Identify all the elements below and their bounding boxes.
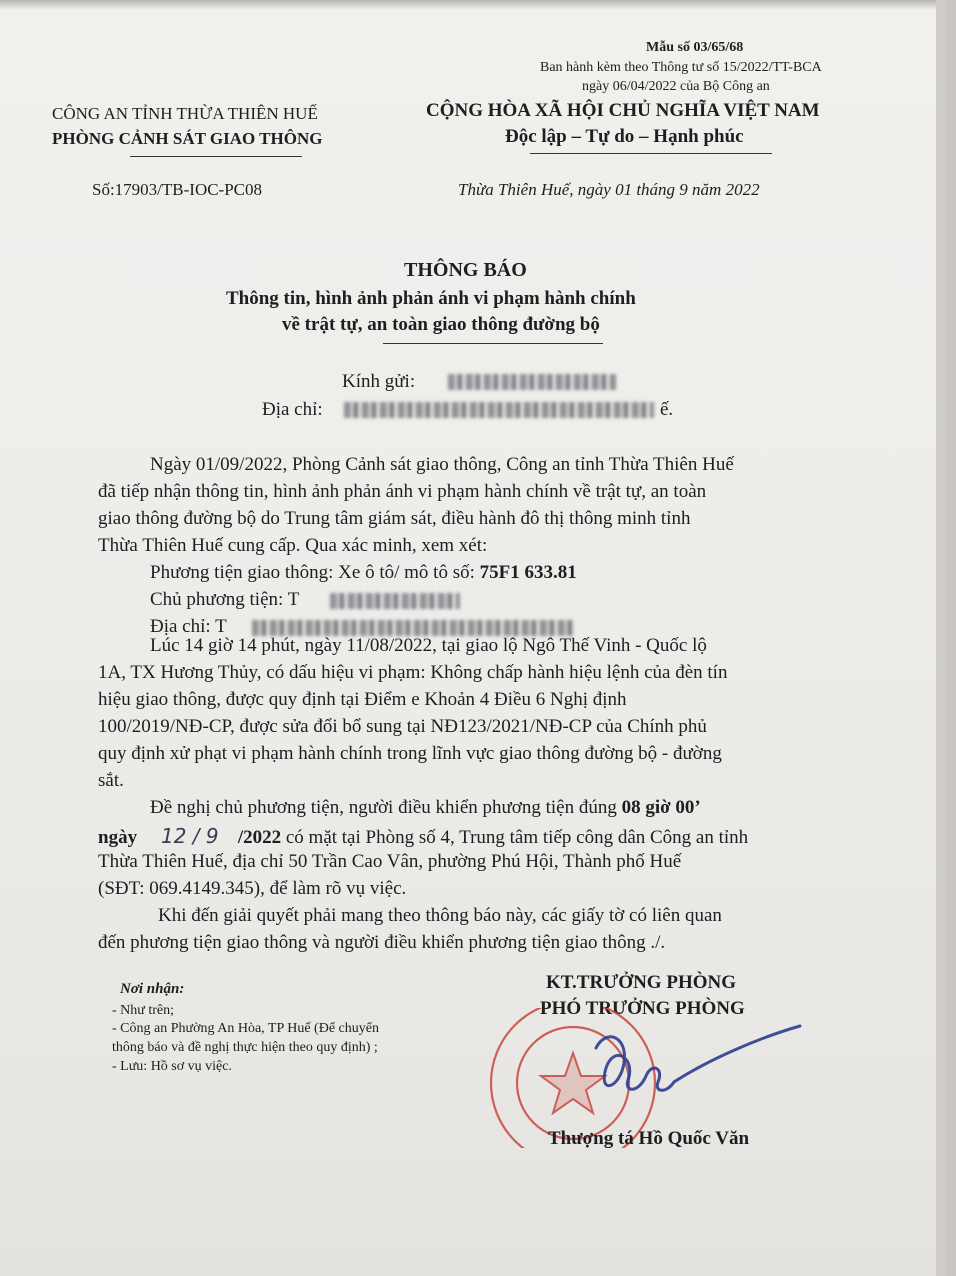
agency-name: PHÒNG CẢNH SÁT GIAO THÔNG — [52, 129, 323, 148]
owner-address-label: Địa chỉ: T — [150, 616, 227, 637]
to-label: Kính gửi: — [342, 371, 416, 392]
p4-line1: Khi đến giải quyết phải mang theo thông báo này, các giấy tờ có liên quan — [158, 905, 722, 926]
p3-line2 — [98, 824, 748, 849]
vehicle-label: Phương tiện giao thông: Xe ô tô/ mô tô số: — [150, 562, 480, 583]
redacted-owner-address — [252, 620, 574, 636]
p2-line4: 100/2019/NĐ-CP, được sửa đổi bổ sung tại NĐ123/2021/NĐ-CP của Chính phủ — [98, 716, 707, 737]
address-label: Địa chỉ: — [262, 399, 323, 420]
photo-shadow — [0, 0, 946, 10]
recipient-item-2: - Công an Phường An Hòa, TP Huế (Để chuyển — [112, 1021, 379, 1036]
address-ending: ế. — [660, 399, 674, 420]
p3-line4: (SĐT: 069.4149.345), để làm rõ vụ việc. — [98, 878, 407, 899]
appointment-day-label: ngày — [98, 827, 138, 848]
doc-subtitle-line1: Thông tin, hình ảnh phản ánh vi phạm hành chính — [226, 288, 636, 309]
title-underline — [383, 343, 603, 344]
p4-line2: đến phương tiện giao thông và người điều khiển phương tiện giao thông ./. — [98, 932, 666, 953]
nation-motto: Độc lập – Tự do – Hạnh phúc — [505, 126, 744, 147]
handwritten-signature — [596, 1026, 800, 1090]
official-stamp-and-signature — [478, 1008, 808, 1148]
p3-line3: Thừa Thiên Huế, địa chỉ 50 Trần Cao Vân, phường Phú Hội, Thành phố Huế — [98, 851, 682, 872]
p3-line2-text: có mặt tại Phòng số 4, Trung tâm tiếp công dân Công an tỉnh — [281, 827, 749, 848]
p2-line3: hiệu giao thông, được quy định tại Điểm e Khoản 4 Điều 6 Nghị định — [98, 689, 627, 710]
nation-name: CỘNG HÒA XÃ HỘI CHỦ NGHĨA VIỆT NAM — [426, 100, 820, 121]
motto-underline — [530, 153, 772, 154]
vehicle-plate: 75F1 633.81 — [479, 562, 577, 583]
page-edge — [936, 0, 946, 1276]
doc-number: Số:17903/TB-IOC-PC08 — [92, 180, 263, 199]
redacted-owner-name — [330, 593, 460, 609]
appointment-time: 08 giờ 00’ — [621, 797, 701, 818]
agency-underline — [130, 156, 302, 157]
recipient-item-4: - Lưu: Hồ sơ vụ việc. — [112, 1059, 232, 1074]
p2-line2: 1A, TX Hương Thủy, có dấu hiệu vi phạm: Không chấp hành hiệu lệnh của đèn tín — [98, 662, 728, 683]
p2-line6: sắt. — [98, 770, 124, 791]
form-issued-date: ngày 06/04/2022 của Bộ Công an — [582, 79, 770, 94]
signer-name: Thượng tá Hồ Quốc Văn — [548, 1128, 750, 1149]
p2-line1: Lúc 14 giờ 14 phút, ngày 11/08/2022, tại giao lộ Ngô Thế Vinh - Quốc lộ — [150, 635, 707, 656]
owner-label: Chủ phương tiện: T — [150, 589, 300, 610]
handwritten-date: 12 / 9 — [161, 824, 219, 848]
agency-parent: CÔNG AN TỈNH THỪA THIÊN HUẾ — [52, 104, 318, 123]
p3-line1 — [150, 797, 701, 819]
form-issued-with: Ban hành kèm theo Thông tư số 15/2022/TT-BCA — [540, 60, 822, 75]
appointment-year: /2022 — [237, 827, 282, 848]
doc-subtitle-line2: về trật tự, an toàn giao thông đường bộ — [282, 314, 600, 335]
vehicle-line — [150, 562, 577, 584]
doc-title: THÔNG BÁO — [404, 259, 527, 281]
recipient-item-1: - Như trên; — [112, 1003, 175, 1018]
p1-line3: giao thông đường bộ do Trung tâm giám sát, điều hành đô thị thông minh tỉnh — [98, 508, 691, 529]
recipients-label: Nơi nhận: — [120, 981, 185, 997]
redacted-recipient-name — [448, 374, 616, 390]
p3-text: Đề nghị chủ phương tiện, người điều khiển phương tiện đúng — [150, 797, 622, 818]
signature-title-1: KT.TRƯỞNG PHÒNG — [546, 972, 736, 993]
p1-line2: đã tiếp nhận thông tin, hình ảnh phản ánh vi phạm hành chính về trật tự, an toàn — [98, 481, 707, 502]
p1-line4: Thừa Thiên Huế cung cấp. Qua xác minh, xem xét: — [98, 535, 488, 556]
place-date: Thừa Thiên Huế, ngày 01 tháng 9 năm 2022 — [458, 180, 760, 199]
p2-line5: quy định xử phạt vi phạm hành chính trong lĩnh vực giao thông đường bộ - đường — [98, 743, 722, 764]
form-code: Mẫu số 03/65/68 — [646, 40, 744, 55]
redacted-recipient-address — [344, 402, 654, 418]
stamp-seal — [491, 1008, 655, 1148]
recipient-item-3: thông báo và đề nghị thực hiện theo quy định) ; — [112, 1040, 378, 1055]
p1-line1: Ngày 01/09/2022, Phòng Cảnh sát giao thông, Công an tỉnh Thừa Thiên Huế — [150, 454, 734, 475]
signature-title-2: PHÓ TRƯỞNG PHÒNG — [540, 998, 745, 1019]
